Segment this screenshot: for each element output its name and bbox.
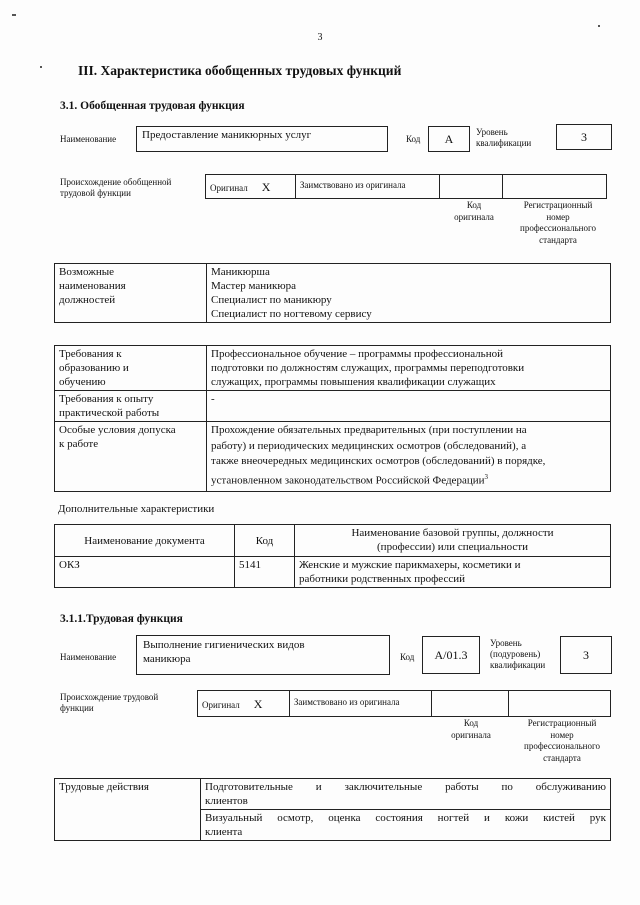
cond-value [207, 422, 611, 492]
positions-table [54, 263, 611, 323]
row-code: 5141 [235, 557, 295, 588]
label-line: к работе [59, 438, 99, 450]
label-line: Требования к опыту [59, 393, 154, 405]
tf-code-orig-cell [431, 691, 509, 717]
gtf-origin-label [60, 177, 171, 199]
gtf-origin-line: Происхождение обобщенной [60, 177, 172, 187]
action-line: Визуальный осмотр, оценка состояния ногтей и кожи кистей рук [205, 812, 606, 824]
tf-name-line: Выполнение гигиенических видов [143, 639, 305, 651]
value-line: также внеочередных медицинских осмотров (обследований) в порядке, [211, 455, 546, 467]
col-name-header [295, 525, 611, 557]
action-line: Подготовительные и заключительные работы по обслуживанию [205, 781, 606, 793]
gtf-origin-line: трудовой функции [60, 188, 131, 198]
label-line: обучению [59, 376, 106, 388]
label-line: Особые условия допуска [59, 424, 176, 436]
row-doc: ОКЗ [55, 557, 235, 588]
gtf-original-label: Оригинал [210, 183, 248, 193]
requirements-table [54, 345, 611, 492]
additional-table [54, 524, 611, 588]
header-line: (профессии) или специальности [377, 541, 528, 553]
tf-level-value: 3 [583, 648, 589, 662]
gtf-level-label [476, 127, 531, 149]
caption-line: стандарта [539, 234, 577, 245]
value-line [211, 470, 606, 489]
caption-line: оригинала [451, 729, 491, 740]
header-line: Наименование базовой группы, должности [351, 527, 554, 539]
action-line: клиента [205, 826, 243, 838]
exp-value: - [207, 391, 611, 422]
tf-reg-caption [512, 718, 612, 764]
tf-original-mark: X [253, 697, 263, 711]
label-line: Требования к [59, 348, 122, 360]
cond-last-line: установленном законодательством Российской Федерации [211, 474, 485, 487]
value-line: Прохождение обязательных предварительных (при поступлении на [211, 424, 527, 436]
section-title: III. Характеристика обобщенных трудовых функций [78, 63, 402, 78]
positions-label [55, 264, 207, 323]
gtf-name-field [136, 126, 388, 152]
gtf-level-value: 3 [581, 130, 587, 144]
caption-line: Регистрационный [523, 200, 593, 210]
scan-mark [598, 25, 600, 27]
gtf-level-field [556, 124, 612, 150]
actions-table [54, 778, 611, 841]
label-line: образованию и [59, 362, 129, 374]
edu-label [55, 346, 207, 391]
tf-original-cell [198, 691, 290, 717]
gtf-name-label: Наименование [60, 134, 117, 144]
tf-name-line: маникюра [143, 653, 191, 665]
position-item: Мастер маникюра [211, 280, 296, 292]
caption-line: номер [546, 211, 570, 222]
tf-code-label: Код [400, 652, 415, 662]
caption-line: стандарта [543, 752, 581, 763]
position-item: Специалист по ногтевому сервису [211, 308, 372, 320]
level-line: (подуровень) [490, 649, 541, 659]
value-line: подготовки по должностям служащих, программы переподготовки [211, 362, 525, 374]
row-name [295, 557, 611, 588]
action-item [201, 779, 611, 810]
gtf-code-orig-caption [438, 200, 510, 223]
scan-mark [12, 14, 16, 16]
page-number: 3 [317, 32, 323, 43]
caption-line: профессионального [520, 223, 596, 233]
additional-heading: Дополнительные характеристики [58, 503, 215, 515]
tf-level-field [560, 636, 612, 674]
label-line: должностей [59, 294, 116, 306]
gtf-name-value: Предоставление маникюрных услуг [142, 129, 312, 141]
gtf-origin-table [205, 174, 607, 199]
gtf-code-orig-cell [439, 175, 503, 199]
origin-line: функции [60, 703, 94, 713]
value-line: работники родственных профессий [299, 573, 465, 585]
tf-original-label: Оригинал [202, 700, 240, 710]
tf-code-value: А/01.3 [434, 648, 468, 662]
gtf-level-label-line: квалификации [476, 138, 532, 148]
gtf-heading: 3.1. Обобщенная трудовая функция [60, 100, 245, 112]
gtf-code-value: А [444, 132, 454, 146]
cond-label [55, 422, 207, 492]
tf-reg-cell [509, 691, 611, 717]
caption-line: Регистрационный [527, 718, 597, 728]
gtf-level-label-line: Уровень [476, 127, 508, 137]
tf-heading: 3.1.1.Трудовая функция [60, 613, 183, 625]
gtf-reg-caption [508, 200, 608, 246]
caption-line: номер [550, 729, 574, 740]
tf-origin-table [197, 690, 611, 717]
gtf-original-mark: X [261, 180, 271, 194]
gtf-original-cell [206, 175, 296, 199]
actions-label: Трудовые действия [55, 779, 201, 841]
col-doc-header: Наименование документа [55, 525, 235, 557]
tf-name-field [136, 635, 390, 675]
gtf-borrowed-label: Заимствовано из оригинала [295, 175, 439, 199]
level-line: Уровень [490, 638, 522, 648]
tf-origin-label [60, 692, 158, 714]
col-code-header: Код [235, 525, 295, 557]
value-line: работу) и периодических медицинских осмотров (обследований), а [211, 439, 527, 452]
gtf-code-label: Код [406, 134, 421, 144]
scan-mark [40, 66, 42, 68]
gtf-code-field [428, 126, 470, 152]
caption-line: профессионального [524, 741, 600, 751]
position-item: Маникюрша [211, 266, 270, 278]
tf-code-field [422, 636, 480, 674]
value-line: Женские и мужские парикмахеры, косметики и [299, 559, 521, 571]
footnote-ref[interactable]: 3 [484, 472, 488, 481]
edu-value [207, 346, 611, 391]
label-line: Возможные [59, 266, 114, 278]
label-line: практической работы [59, 407, 160, 419]
tf-code-orig-caption [432, 718, 510, 741]
position-item: Специалист по маникюру [211, 294, 332, 306]
tf-name-label: Наименование [60, 652, 117, 662]
action-item [201, 810, 611, 841]
gtf-reg-cell [503, 175, 607, 199]
positions-list [207, 264, 611, 323]
tf-borrowed-label: Заимствовано из оригинала [289, 691, 431, 717]
caption-line: оригинала [454, 211, 494, 222]
value-line: Профессиональное обучение – программы профессиональной [211, 348, 503, 360]
tf-level-label [490, 638, 545, 671]
exp-label [55, 391, 207, 422]
caption-line: Код [463, 718, 479, 728]
origin-line: Происхождение трудовой [60, 692, 159, 702]
level-line: квалификации [490, 660, 546, 670]
caption-line: Код [466, 200, 482, 210]
label-line: наименования [59, 280, 126, 292]
value-line: служащих, программы повышения квалификации служащих [211, 376, 496, 388]
action-line: клиентов [205, 795, 248, 807]
